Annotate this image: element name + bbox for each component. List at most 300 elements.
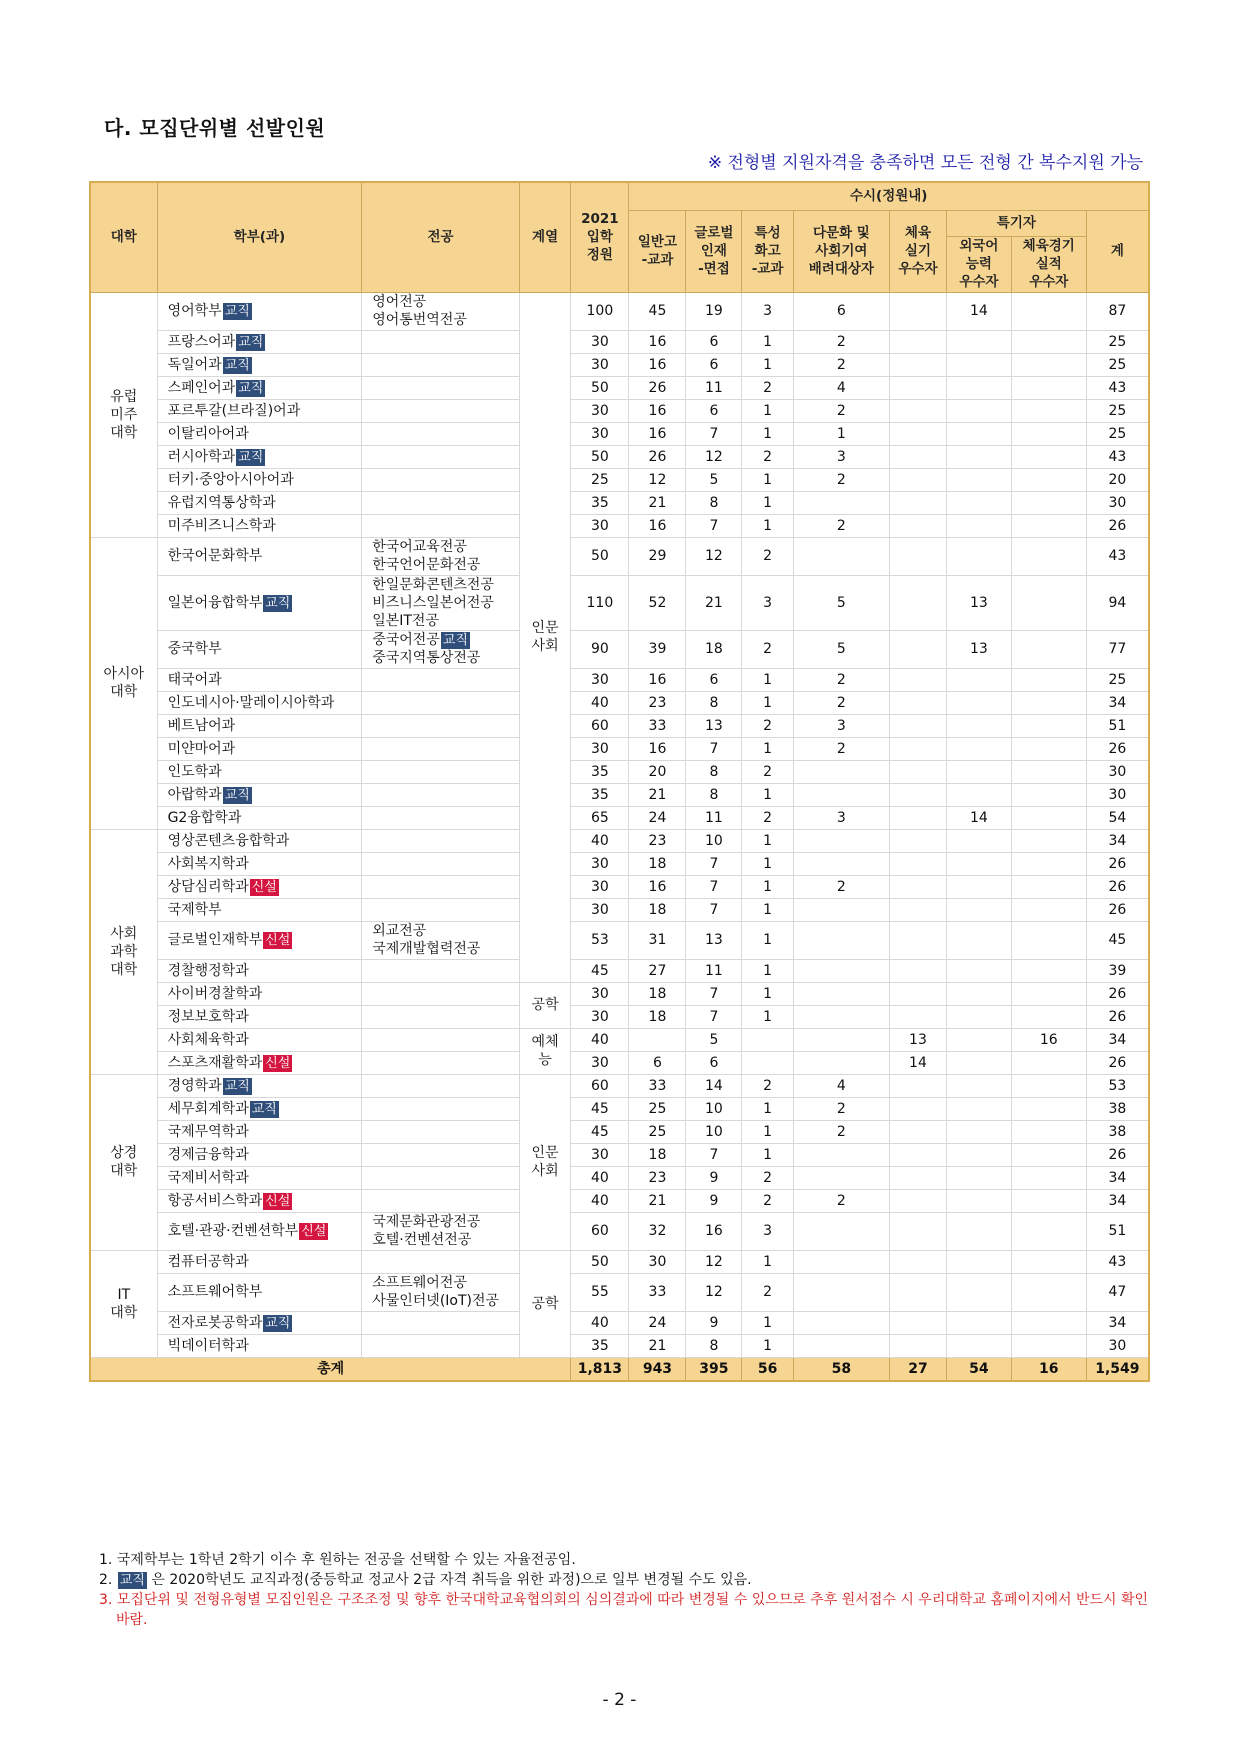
dept-name — [157, 1051, 362, 1074]
cell-total: 25 — [1086, 330, 1149, 353]
cell-quota: 30 — [571, 1143, 629, 1166]
cell-foreign-lang — [946, 691, 1011, 714]
table-row — [90, 353, 1149, 376]
dept-name — [157, 921, 362, 959]
cell-general: 21 — [629, 783, 686, 806]
header-dept: 학부(과) — [157, 182, 362, 292]
cell-quota: 45 — [571, 959, 629, 982]
cell-multicultural — [793, 1143, 889, 1166]
cell-foreign-lang: 14 — [946, 806, 1011, 829]
cell-quota: 55 — [571, 1273, 629, 1311]
dept-label: 스페인어과 — [167, 379, 236, 396]
dept-label: 글로벌인재학부 — [167, 932, 263, 948]
cell-total: 30 — [1086, 1334, 1149, 1357]
cell-multicultural — [793, 760, 889, 783]
dept-label: 인도학과 — [167, 763, 222, 780]
college-name: 사회 과학 대학 — [90, 829, 157, 1074]
table-row — [90, 898, 1149, 921]
cell-pe-practical: 13 — [889, 1028, 946, 1051]
cell-total: 38 — [1086, 1120, 1149, 1143]
cell-foreign-lang — [946, 875, 1011, 898]
cell-quota: 50 — [571, 445, 629, 468]
cell-foreign-lang — [946, 1005, 1011, 1028]
cell-global: 7 — [686, 422, 742, 445]
dept-name — [157, 1166, 362, 1189]
cell-sports-record — [1011, 1005, 1086, 1028]
table-row — [90, 982, 1149, 1005]
major-name — [362, 1097, 520, 1120]
cell-pe-practical — [889, 691, 946, 714]
cell-foreign-lang — [946, 921, 1011, 959]
table-row — [90, 376, 1149, 399]
cell-total: 53 — [1086, 1074, 1149, 1097]
cell-quota: 50 — [571, 1250, 629, 1273]
cell-specialized: 3 — [742, 1212, 793, 1250]
table-row — [90, 806, 1149, 829]
cell-global: 16 — [686, 1212, 742, 1250]
table-row — [90, 921, 1149, 959]
cell-global: 8 — [686, 691, 742, 714]
cell-global: 13 — [686, 714, 742, 737]
cell-general: 16 — [629, 422, 686, 445]
cell-quota: 60 — [571, 714, 629, 737]
cell-foreign-lang — [946, 422, 1011, 445]
cell-sports-record — [1011, 353, 1086, 376]
new-badge: 신설 — [301, 1224, 327, 1239]
field-name: 예체 능 — [519, 1028, 570, 1074]
cell-foreign-lang — [946, 1212, 1011, 1250]
table-row — [90, 1143, 1149, 1166]
table-row — [90, 1028, 1149, 1051]
cell-sports-record — [1011, 330, 1086, 353]
cell-general: 21 — [629, 1334, 686, 1357]
table-row — [90, 1005, 1149, 1028]
dept-label: 컴퓨터공학과 — [167, 1253, 249, 1270]
cell-sports-record — [1011, 491, 1086, 514]
header-general: 일반고 -교과 — [629, 210, 686, 292]
major-name — [362, 292, 520, 330]
cell-quota: 60 — [571, 1212, 629, 1250]
cell-quota: 40 — [571, 1166, 629, 1189]
footnote-1: 1. 국제학부는 1학년 2학기 이수 후 원하는 전공을 선택할 수 있는 자율전공임. — [99, 1552, 576, 1568]
major-name — [362, 760, 520, 783]
cell-global: 8 — [686, 783, 742, 806]
cell-foreign-lang — [946, 537, 1011, 575]
cell-sports-record — [1011, 1334, 1086, 1357]
cell-specialized: 2 — [742, 1189, 793, 1212]
major-name — [362, 898, 520, 921]
cell-global: 8 — [686, 491, 742, 514]
cell-sports-record — [1011, 575, 1086, 630]
cell-specialized: 2 — [742, 760, 793, 783]
cell-sports-record — [1011, 1273, 1086, 1311]
cell-specialized: 1 — [742, 982, 793, 1005]
cell-total: 26 — [1086, 852, 1149, 875]
cell-pe-practical — [889, 537, 946, 575]
cell-specialized: 2 — [742, 445, 793, 468]
cell-total: 26 — [1086, 514, 1149, 537]
dept-name — [157, 514, 362, 537]
cell-global: 7 — [686, 1005, 742, 1028]
major-name — [362, 1166, 520, 1189]
cell-specialized: 1 — [742, 330, 793, 353]
cell-pe-practical — [889, 1005, 946, 1028]
college-name: 상경 대학 — [90, 1074, 157, 1250]
cell-sports-record — [1011, 898, 1086, 921]
major-name — [362, 1334, 520, 1357]
major-name — [362, 330, 520, 353]
table-row — [90, 760, 1149, 783]
major-name — [362, 1212, 520, 1250]
cell-pe-practical — [889, 1311, 946, 1334]
cell-foreign-lang — [946, 852, 1011, 875]
cell-specialized: 1 — [742, 783, 793, 806]
header-total: 계 — [1086, 210, 1149, 292]
cell-total: 77 — [1086, 630, 1149, 668]
teaching-badge: 교직 — [238, 380, 264, 396]
cell-foreign-lang — [946, 1074, 1011, 1097]
cell-specialized: 2 — [742, 1074, 793, 1097]
dept-name — [157, 737, 362, 760]
dept-label: 경찰행정학과 — [167, 962, 249, 979]
cell-foreign-lang — [946, 514, 1011, 537]
dept-name — [157, 537, 362, 575]
table-row — [90, 330, 1149, 353]
cell-general: 18 — [629, 982, 686, 1005]
cell-general: 30 — [629, 1250, 686, 1273]
dept-label: 인도네시아·말레이시아학과 — [167, 694, 335, 711]
dept-name — [157, 1120, 362, 1143]
major-name — [362, 1311, 520, 1334]
footnotes — [99, 1550, 1149, 1630]
cell-general: 16 — [629, 514, 686, 537]
header-sports-record: 체육경기 실적 우수자 — [1011, 236, 1086, 292]
cell-quota: 53 — [571, 921, 629, 959]
cell-pe-practical — [889, 1212, 946, 1250]
cell-global: 11 — [686, 959, 742, 982]
cell-multicultural — [793, 1051, 889, 1074]
cell-quota: 110 — [571, 575, 629, 630]
dept-label: 프랑스어과 — [167, 333, 236, 350]
cell-foreign-lang — [946, 1143, 1011, 1166]
table-row — [90, 875, 1149, 898]
cell-foreign-lang — [946, 898, 1011, 921]
cell-specialized: 1 — [742, 1250, 793, 1273]
major-name — [362, 829, 520, 852]
cell-specialized: 1 — [742, 959, 793, 982]
cell-pe-practical — [889, 445, 946, 468]
cell-specialized: 2 — [742, 376, 793, 399]
header-college: 대학 — [90, 182, 157, 292]
cell-multicultural — [793, 1311, 889, 1334]
cell-pe-practical — [889, 630, 946, 668]
cell-specialized: 3 — [742, 575, 793, 630]
cell-multicultural: 2 — [793, 353, 889, 376]
dept-name — [157, 982, 362, 1005]
cell-global: 9 — [686, 1311, 742, 1334]
cell-general: 39 — [629, 630, 686, 668]
college-name: IT 대학 — [90, 1250, 157, 1357]
field-name: 인문 사회 — [519, 292, 570, 982]
table-row — [90, 1074, 1149, 1097]
cell-quota: 45 — [571, 1120, 629, 1143]
table-row — [90, 1051, 1149, 1074]
cell-specialized — [742, 1051, 793, 1074]
cell-pe-practical — [889, 491, 946, 514]
cell-global: 11 — [686, 376, 742, 399]
cell-sports-record — [1011, 921, 1086, 959]
cell-multicultural — [793, 959, 889, 982]
cell-quota: 30 — [571, 330, 629, 353]
cell-general: 16 — [629, 399, 686, 422]
cell-global: 6 — [686, 1051, 742, 1074]
major-label: 국제문화관광전공 호텔·컨벤션전공 — [372, 1214, 481, 1248]
header-specialized: 특성 화고 -교과 — [742, 210, 793, 292]
table-row — [90, 959, 1149, 982]
cell-quota: 90 — [571, 630, 629, 668]
major-name — [362, 491, 520, 514]
cell-sports-record — [1011, 783, 1086, 806]
dept-label: 아랍학과 — [167, 786, 222, 803]
cell-general: 23 — [629, 691, 686, 714]
admission-quota-table — [89, 181, 1150, 1382]
cell-specialized — [742, 1028, 793, 1051]
cell-multicultural: 2 — [793, 737, 889, 760]
major-name — [362, 399, 520, 422]
multi-apply-note: ※ 전형별 지원자격을 충족하면 모든 전형 간 복수지원 가능 — [707, 153, 1143, 173]
total-row — [90, 1357, 1149, 1381]
cell-general: 33 — [629, 1273, 686, 1311]
dept-name — [157, 1273, 362, 1311]
cell-pe-practical — [889, 714, 946, 737]
table-row — [90, 491, 1149, 514]
dept-name — [157, 445, 362, 468]
cell-global: 13 — [686, 921, 742, 959]
table-row — [90, 292, 1149, 330]
dept-label: 소프트웨어학부 — [167, 1284, 263, 1300]
cell-specialized: 1 — [742, 1097, 793, 1120]
cell-foreign-lang — [946, 1051, 1011, 1074]
cell-sports-record — [1011, 668, 1086, 691]
cell-multicultural — [793, 982, 889, 1005]
cell-foreign-lang — [946, 399, 1011, 422]
cell-sports-record — [1011, 959, 1086, 982]
cell-global: 9 — [686, 1189, 742, 1212]
cell-multicultural: 5 — [793, 575, 889, 630]
header-pe-practical: 체육 실기 우수자 — [889, 210, 946, 292]
cell-specialized: 2 — [742, 630, 793, 668]
table-row — [90, 783, 1149, 806]
cell-multicultural — [793, 1028, 889, 1051]
cell-foreign-lang — [946, 1273, 1011, 1311]
cell-specialized: 1 — [742, 353, 793, 376]
cell-global: 6 — [686, 399, 742, 422]
table-row — [90, 1189, 1149, 1212]
cell-general: 6 — [629, 1051, 686, 1074]
cell-sports-record — [1011, 537, 1086, 575]
cell-specialized: 2 — [742, 806, 793, 829]
cell-multicultural — [793, 1250, 889, 1273]
cell-foreign-lang — [946, 1311, 1011, 1334]
cell-total: 43 — [1086, 537, 1149, 575]
college-name: 아시아 대학 — [90, 537, 157, 829]
teaching-badge: 교직 — [224, 357, 250, 373]
cell-total: 38 — [1086, 1097, 1149, 1120]
cell-global: 12 — [686, 1273, 742, 1311]
cell-multicultural: 2 — [793, 1189, 889, 1212]
cell-total: 34 — [1086, 1028, 1149, 1051]
major-name — [362, 1120, 520, 1143]
total-multicultural: 58 — [793, 1357, 889, 1381]
dept-name — [157, 1074, 362, 1097]
dept-name — [157, 714, 362, 737]
table-row — [90, 668, 1149, 691]
cell-quota: 30 — [571, 514, 629, 537]
cell-global: 21 — [686, 575, 742, 630]
cell-specialized: 1 — [742, 514, 793, 537]
cell-foreign-lang — [946, 1097, 1011, 1120]
dept-name — [157, 330, 362, 353]
cell-sports-record — [1011, 852, 1086, 875]
cell-specialized: 1 — [742, 1143, 793, 1166]
cell-total: 51 — [1086, 714, 1149, 737]
cell-general: 24 — [629, 1311, 686, 1334]
major-name — [362, 982, 520, 1005]
cell-general: 26 — [629, 445, 686, 468]
cell-specialized: 1 — [742, 1120, 793, 1143]
major-label: 소프트웨어전공 사물인터넷(IoT)전공 — [372, 1275, 500, 1309]
cell-quota: 35 — [571, 491, 629, 514]
cell-pe-practical — [889, 1334, 946, 1357]
cell-quota: 50 — [571, 376, 629, 399]
dept-label: 사회복지학과 — [167, 855, 249, 872]
cell-sports-record — [1011, 468, 1086, 491]
cell-sports-record — [1011, 422, 1086, 445]
cell-sports-record — [1011, 1311, 1086, 1334]
cell-global: 7 — [686, 898, 742, 921]
cell-specialized: 2 — [742, 714, 793, 737]
cell-multicultural: 2 — [793, 691, 889, 714]
table-row — [90, 468, 1149, 491]
cell-multicultural: 2 — [793, 875, 889, 898]
table-row — [90, 445, 1149, 468]
cell-sports-record — [1011, 1189, 1086, 1212]
cell-global: 6 — [686, 330, 742, 353]
cell-quota: 30 — [571, 898, 629, 921]
cell-sports-record — [1011, 445, 1086, 468]
cell-pe-practical — [889, 1166, 946, 1189]
new-badge: 신설 — [265, 1193, 291, 1209]
cell-general: 20 — [629, 760, 686, 783]
dept-label: 러시아학과 — [167, 448, 236, 465]
cell-general: 24 — [629, 806, 686, 829]
cell-specialized: 1 — [742, 399, 793, 422]
field-name: 공학 — [519, 982, 570, 1028]
cell-multicultural: 3 — [793, 714, 889, 737]
cell-pe-practical — [889, 330, 946, 353]
cell-foreign-lang — [946, 737, 1011, 760]
cell-quota: 100 — [571, 292, 629, 330]
table-row — [90, 1334, 1149, 1357]
cell-sports-record — [1011, 399, 1086, 422]
cell-pe-practical — [889, 1143, 946, 1166]
cell-foreign-lang — [946, 1120, 1011, 1143]
major-name — [362, 1051, 520, 1074]
dept-label: 영어학부 — [167, 303, 222, 319]
cell-multicultural: 1 — [793, 422, 889, 445]
cell-multicultural — [793, 1166, 889, 1189]
new-badge: 신설 — [265, 1055, 291, 1071]
cell-multicultural — [793, 783, 889, 806]
table-row — [90, 575, 1149, 630]
cell-total: 26 — [1086, 982, 1149, 1005]
major-name — [362, 959, 520, 982]
cell-sports-record — [1011, 875, 1086, 898]
cell-general: 23 — [629, 829, 686, 852]
cell-pe-practical — [889, 1074, 946, 1097]
major-name — [362, 852, 520, 875]
cell-specialized: 1 — [742, 691, 793, 714]
major-name — [362, 1189, 520, 1212]
cell-multicultural: 2 — [793, 1120, 889, 1143]
cell-total: 26 — [1086, 1143, 1149, 1166]
dept-label: 태국어과 — [167, 671, 222, 688]
cell-general: 52 — [629, 575, 686, 630]
cell-specialized: 1 — [742, 1334, 793, 1357]
dept-name — [157, 376, 362, 399]
dept-label: 미얀마어과 — [167, 740, 236, 757]
cell-pe-practical — [889, 783, 946, 806]
cell-specialized: 1 — [742, 921, 793, 959]
major-label: 영어전공 영어통번역전공 — [372, 294, 467, 328]
dept-name — [157, 806, 362, 829]
cell-pe-practical — [889, 982, 946, 1005]
cell-specialized: 1 — [742, 1005, 793, 1028]
cell-general: 26 — [629, 376, 686, 399]
major-name — [362, 714, 520, 737]
cell-foreign-lang — [946, 1250, 1011, 1273]
table-row — [90, 691, 1149, 714]
cell-foreign-lang: 13 — [946, 630, 1011, 668]
dept-label: 전자로봇공학과 — [167, 1314, 263, 1331]
dept-label: 유럽지역통상학과 — [167, 494, 276, 511]
table-row — [90, 514, 1149, 537]
cell-general: 29 — [629, 537, 686, 575]
total-foreign-lang: 54 — [946, 1357, 1011, 1381]
cell-pe-practical — [889, 829, 946, 852]
dept-label: 포르투갈(브라질)어과 — [167, 402, 301, 419]
cell-general: 23 — [629, 1166, 686, 1189]
cell-general: 18 — [629, 1005, 686, 1028]
cell-total: 51 — [1086, 1212, 1149, 1250]
cell-pe-practical — [889, 376, 946, 399]
dept-label: G2융합학과 — [167, 809, 242, 826]
dept-name — [157, 1334, 362, 1357]
cell-sports-record — [1011, 737, 1086, 760]
cell-sports-record — [1011, 376, 1086, 399]
cell-global: 7 — [686, 1143, 742, 1166]
major-name — [362, 875, 520, 898]
dept-label: 미주비즈니스학과 — [167, 517, 276, 534]
cell-total: 26 — [1086, 1005, 1149, 1028]
cell-specialized: 1 — [742, 468, 793, 491]
cell-quota: 35 — [571, 760, 629, 783]
cell-quota: 40 — [571, 829, 629, 852]
cell-quota: 30 — [571, 668, 629, 691]
cell-quota: 30 — [571, 852, 629, 875]
cell-multicultural: 2 — [793, 468, 889, 491]
cell-total: 34 — [1086, 691, 1149, 714]
